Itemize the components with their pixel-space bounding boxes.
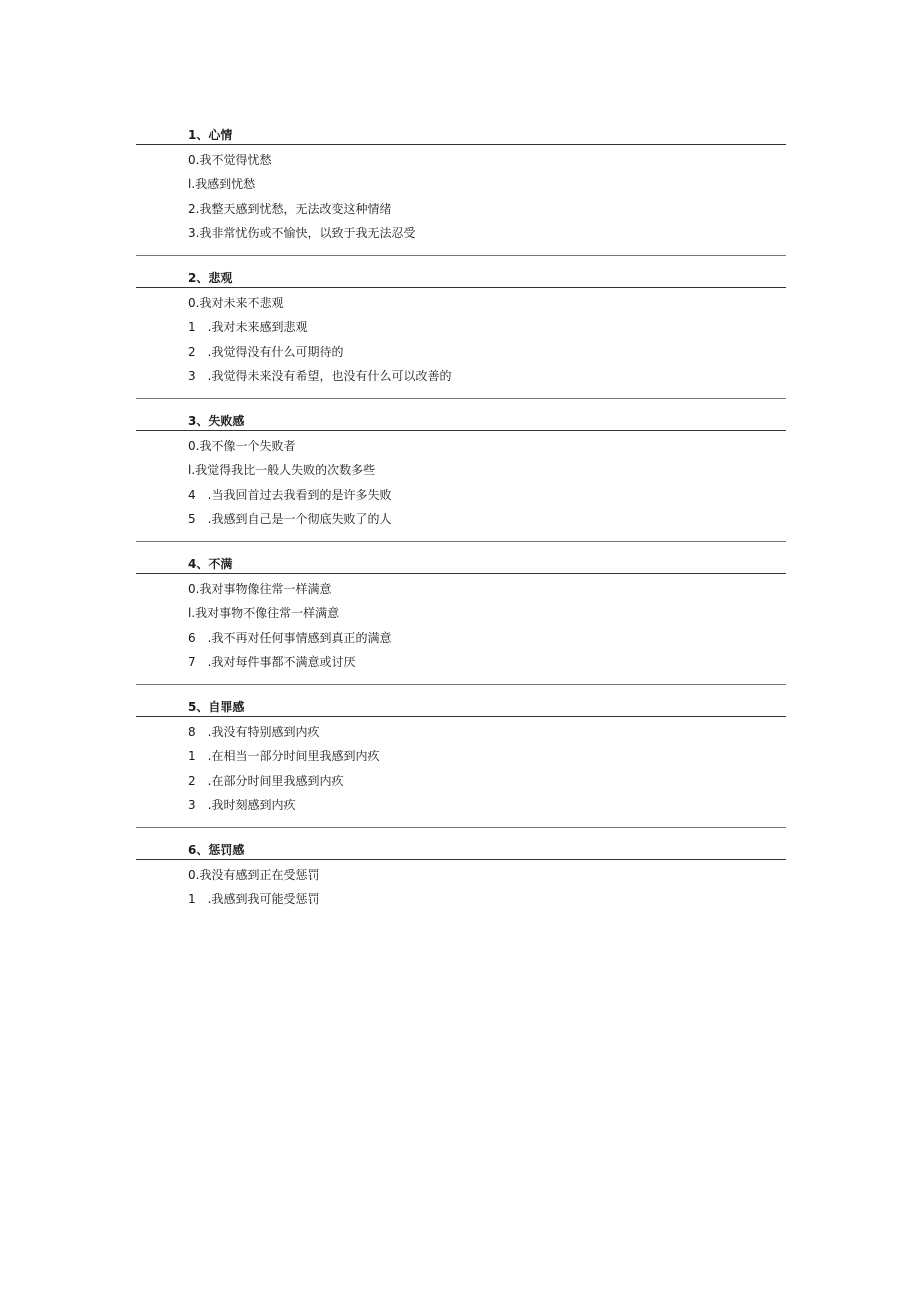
option-list [188, 434, 391, 532]
option-list [188, 577, 391, 675]
section-rule [136, 716, 786, 717]
option-item: 8 .我没有特别感到内疚 [188, 725, 320, 739]
option-list [188, 863, 319, 912]
option-item: 1 .我对未来感到悲观 [188, 320, 308, 335]
option-item: 2 .我觉得没有什么可期待的 [188, 344, 344, 359]
section-title: 2、悲观 [188, 271, 233, 285]
option-list [188, 720, 379, 818]
section-rule [136, 287, 786, 288]
section-title: 5、自罪感 [188, 700, 245, 714]
option-item: 7 .我对每件事都不满意或讨厌 [188, 655, 356, 670]
option-item: 3 .我觉得未来没有希望，也没有什么可以改善的 [188, 369, 452, 384]
option-item: 2 .在部分时间里我感到内疚 [188, 773, 344, 788]
option-item: 1 .我感到我可能受惩罚 [188, 892, 320, 907]
option-item: 3.我非常忧伤或不愉快，以致于我无法忍受 [188, 226, 416, 241]
section-title: 1、心情 [188, 128, 233, 142]
section-title: 6、惩罚感 [188, 843, 245, 857]
option-item: 0.我不像一个失败者 [188, 439, 296, 453]
option-item: 1 .在相当一部分时间里我感到内疚 [188, 749, 380, 764]
option-item: 0.我对未来不悲观 [188, 296, 284, 310]
option-item: l.我觉得我比一般人失败的次数多些 [188, 463, 376, 478]
option-item: 5 .我感到自己是一个彻底失败了的人 [188, 512, 392, 527]
option-item: l.我感到忧愁 [188, 177, 256, 192]
option-item: 0.我对事物像往常一样满意 [188, 582, 332, 596]
section-divider [136, 541, 786, 542]
option-item: 2.我整天感到忧愁，无法改变这种情绪 [188, 201, 392, 216]
option-item: 0.我没有感到正在受惩罚 [188, 868, 320, 882]
option-item: l.我对事物不像往常一样满意 [188, 606, 340, 621]
section-divider [136, 398, 786, 399]
option-item: 0.我不觉得忧愁 [188, 153, 272, 167]
option-item: 6 .我不再对任何事情感到真正的满意 [188, 630, 392, 645]
option-item: 3 .我时刻感到内疚 [188, 798, 296, 813]
section-rule [136, 430, 786, 431]
section-rule [136, 573, 786, 574]
section-divider [136, 684, 786, 685]
section-title: 4、不满 [188, 557, 233, 571]
option-item: 4 .当我回首过去我看到的是许多失败 [188, 487, 392, 502]
section-title: 3、失败感 [188, 414, 245, 428]
section-rule [136, 144, 786, 145]
section-rule [136, 859, 786, 860]
option-list [188, 291, 451, 389]
section-divider [136, 255, 786, 256]
section-divider [136, 827, 786, 828]
option-list [188, 148, 415, 246]
